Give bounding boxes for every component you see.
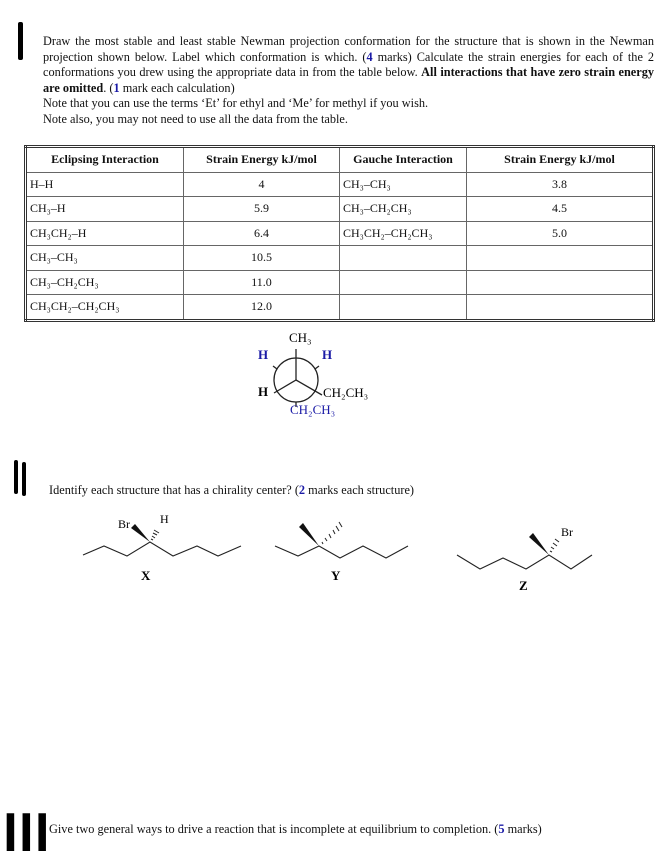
substituent-h: H (160, 512, 169, 526)
header-strain-2: Strain Energy kJ/mol (467, 147, 654, 173)
cell: 11.0 (184, 270, 340, 295)
cell: CH₃CH₂–CH₂CH₃ (340, 221, 467, 246)
newman-front-left: H (258, 384, 269, 399)
cell: 4 (184, 172, 340, 197)
cell: 5.0 (467, 221, 654, 246)
header-gauche: Gauche Interaction (340, 147, 467, 173)
substituent-br: Br (561, 525, 573, 539)
cell: 12.0 (184, 295, 340, 321)
cell: CH₃–CH₃ (340, 172, 467, 197)
cell: 5.9 (184, 197, 340, 222)
cell: 3.8 (467, 172, 654, 197)
cell: CH₃–CH₂CH₃ (26, 270, 184, 295)
header-eclipsing: Eclipsing Interaction (26, 147, 184, 173)
cell: CH₃–CH₂CH₃ (340, 197, 467, 222)
hash-bond (322, 522, 342, 544)
hash-bond (151, 530, 159, 540)
header-strain-1: Strain Energy kJ/mol (184, 147, 340, 173)
wedge-bond (131, 524, 150, 542)
note-2: Note also, you may not need to use all the data from the table. (43, 111, 348, 126)
structure-x (83, 512, 241, 583)
cell: CH₃–CH₃ (26, 246, 184, 271)
hash-bond (550, 539, 559, 552)
note-1: Note that you can use the terms ‘Et’ for ethyl and ‘Me’ for methyl if you wish. (43, 96, 429, 111)
wedge-bond (299, 523, 319, 546)
newman-back-bottom: CH₂CH₃ (290, 402, 336, 417)
section-3-question: Give two general ways to drive a reaction that is incomplete at equilibrium to completion. (5 marks) (49, 822, 542, 836)
cell: 4.5 (467, 197, 654, 222)
cell: CH₃–H (26, 197, 184, 222)
cell: CH₃CH₂–CH₂CH₃ (26, 295, 184, 321)
question-1-instructions: Draw the most stable and least stable Newman projection conformation for the structure that is shown in the Newman projection shown below. Label which conformation is which. (4 marks) Calculate the strain energies for each of the 2 conformations you drew using the appropriate data in from the table below. All interactions that have zero strain energy are omitted. (1 mark each calculation) (43, 34, 654, 95)
section-3-numeral: III (3, 804, 51, 864)
cell: CH₃CH₂–H (26, 221, 184, 246)
section-2-question: Identify each structure that has a chirality center? (2 marks each structure) (49, 483, 414, 497)
label-z: Z (519, 578, 528, 593)
substituent-br: Br (118, 517, 130, 531)
newman-back-right: H (322, 347, 333, 362)
cell: H–H (26, 172, 184, 197)
newman-back-left: H (258, 347, 269, 362)
structure-y (275, 522, 408, 583)
newman-front-top: CH₃ (289, 330, 312, 345)
newman-front-right: CH₂CH₃ (323, 385, 369, 400)
label-x: X (141, 568, 151, 583)
wedge-bond (529, 533, 549, 555)
structure-z (457, 525, 592, 593)
cell: 10.5 (184, 246, 340, 271)
cell: 6.4 (184, 221, 340, 246)
label-y: Y (331, 568, 341, 583)
